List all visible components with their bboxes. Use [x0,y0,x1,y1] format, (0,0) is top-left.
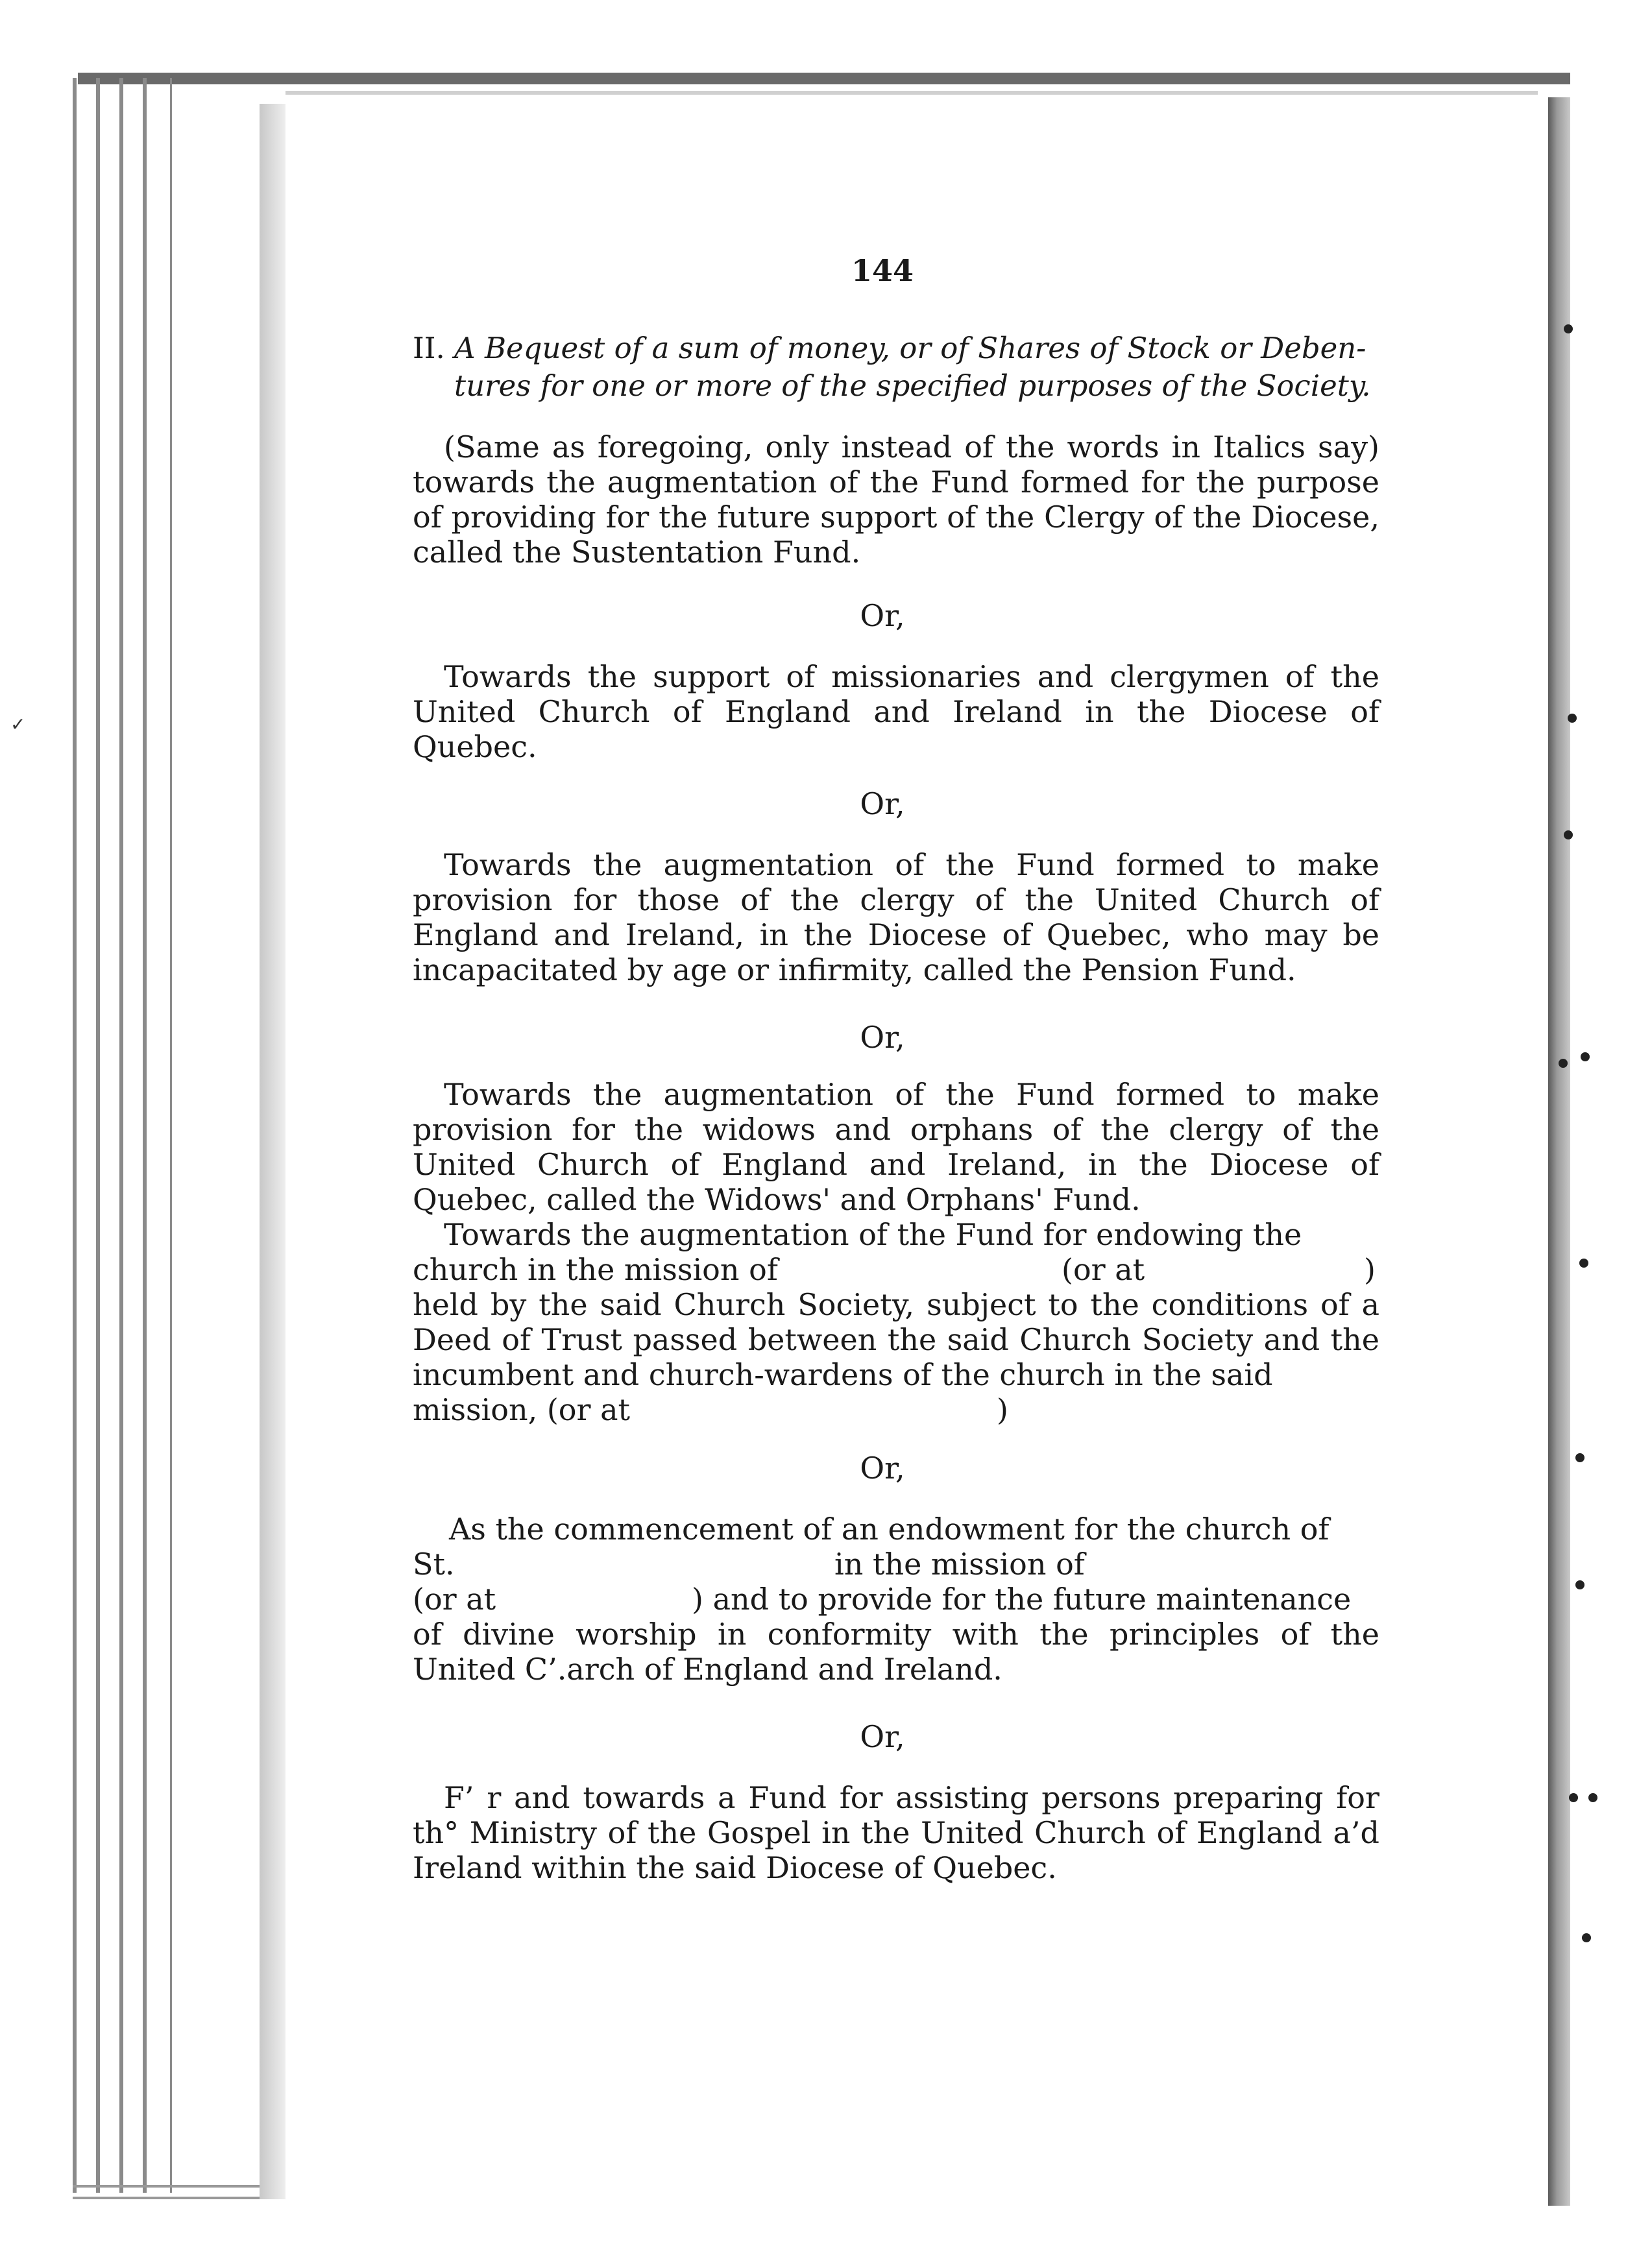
or-separator: Or, [860,1451,905,1486]
or-separator: Or, [860,598,905,633]
paragraph-missionaries: Towards the support of missionaries and clergymen of the United Church of England and Ireland in the Diocese of Quebec. [413,659,1379,764]
binding-mark [1579,1259,1588,1268]
binding-mark [1564,830,1573,839]
section-heading [413,330,1386,405]
paragraph-widows-orphans-fund: Towards the augmentation of the Fund formed to make provision for the widows and orphans of the clergy of the United Church of England and Ireland, in the Diocese of Quebec, called the Widows' and Orphans' Fund. [413,1077,1379,1217]
binding-mark [1582,1933,1591,1942]
section-numeral: II. [413,331,445,365]
paragraph-ministry-fund: F’ r and towards a Fund for assisting persons preparing for th° Ministry of the Gospel in the United Church of England a’d Ireland within the said Diocese of Quebec. [413,1780,1379,1885]
binding-mark [1581,1052,1590,1061]
binding-mark [1575,1453,1584,1462]
binding-mark [1569,1793,1578,1802]
stacked-page-edges [73,78,267,2193]
binding-mark [1575,1580,1584,1589]
or-separator: Or, [860,786,905,821]
paragraph-endowing-church-body: held by the said Church Society, subject to the conditions of a Deed of Trust passed between the said Church Society and the incumbent and church-wardens of the church in the said [413,1287,1379,1392]
binding-mark [1559,1059,1568,1068]
heading-line-1: A Bequest of a sum of money, or of Shares of Stock or Deben- [454,331,1366,365]
page-number: 144 [851,253,914,288]
binding-mark [1568,714,1577,723]
paragraph-pension-fund: Towards the augmentation of the Fund formed to make provision for those of the clergy of the United Church of England and Ireland, in the Diocese of Quebec, who may be incapacitated by age or infirmity, called the Pension Fund. [413,847,1379,987]
heading-line-2: tures for one or more of the specified purposes of the Society. [454,368,1371,403]
scan-speck: ✓ [10,714,26,735]
binding-mark [1588,1793,1597,1802]
binding-mark [1564,324,1573,333]
page-top-edge [78,73,1570,84]
binding-spine [1548,97,1570,2206]
paragraph-sustentation-fund: (Same as foregoing, only instead of the words in Italics say) towards the augmentation of the Fund formed for the purpose of providing for the future support of the Clergy of the Diocese, called the Sustentation Fund. [413,429,1379,570]
or-separator: Or, [860,1020,905,1055]
paragraph-endowment-body: of divine worship in conformity with the principles of the United C’.arch of England and Ireland. [413,1617,1379,1687]
or-separator: Or, [860,1719,905,1754]
